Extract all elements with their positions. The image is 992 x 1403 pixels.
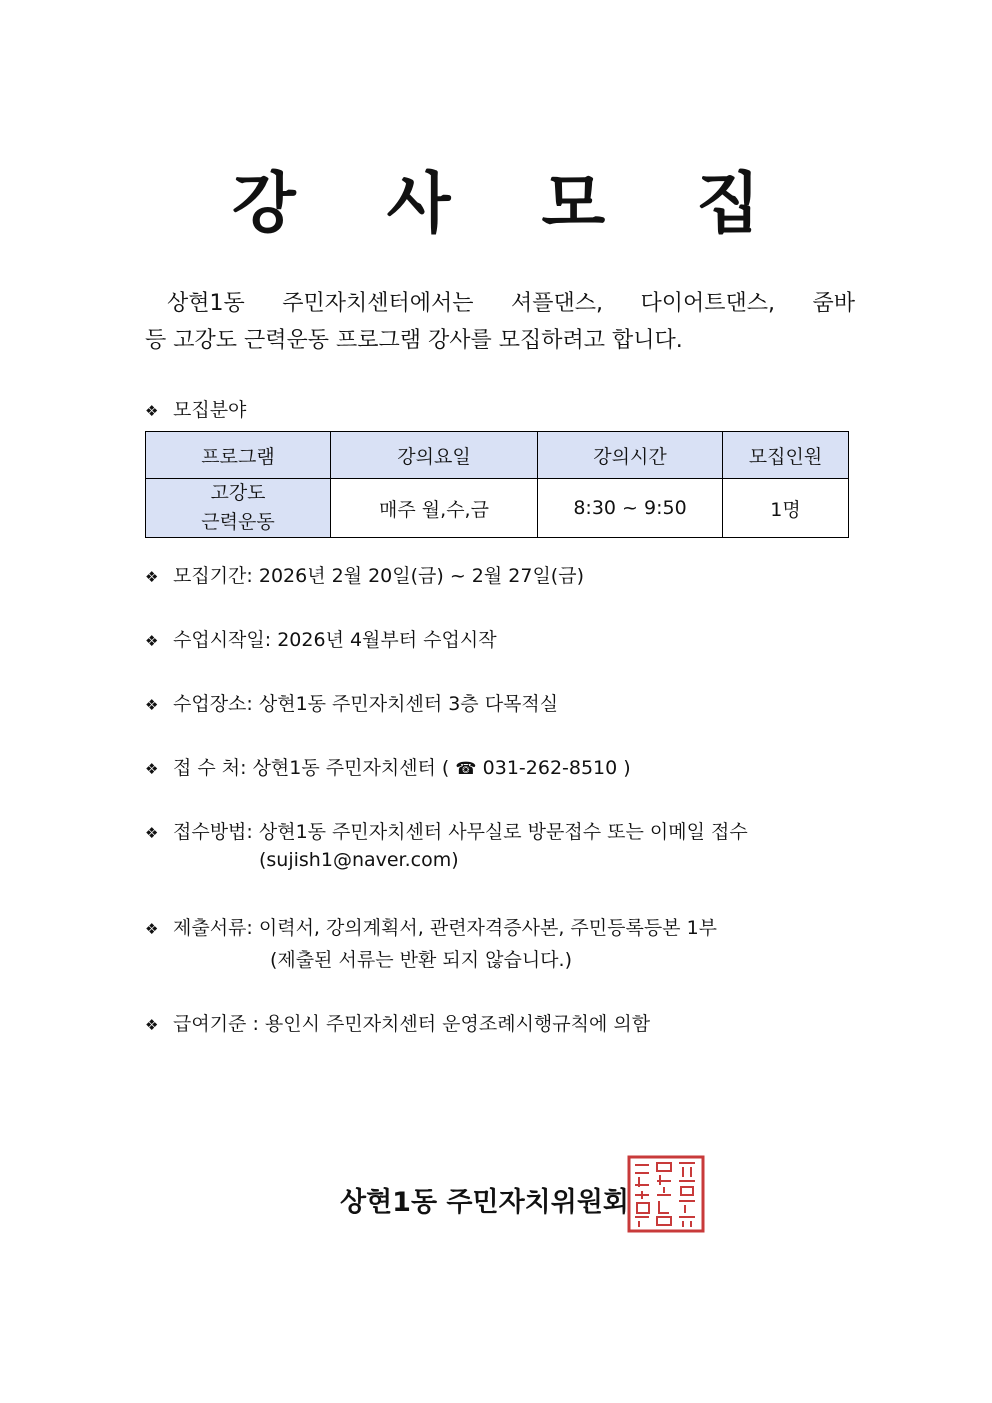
diamond-bullet-icon: ❖ <box>145 568 159 586</box>
table-row <box>146 479 849 538</box>
cell-count: 1명 <box>723 479 849 538</box>
item-documents-text: 제출서류: 이력서, 강의계획서, 관련자격증사본, 주민등록등본 1부 <box>173 917 718 939</box>
intro-line-1: 상현1동 주민자치센터에서는 셔플댄스, 다이어트댄스, 줌바 <box>167 291 855 316</box>
cell-time: 8:30 ~ 9:50 <box>538 479 723 538</box>
official-seal-icon <box>627 1155 705 1233</box>
footer-organization: 상현1동 주민자치위원회 <box>340 1187 630 1218</box>
item-start-text: 수업시작일: 2026년 4월부터 수업시작 <box>173 629 497 651</box>
diamond-bullet-icon: ❖ <box>145 760 159 778</box>
diamond-bullet-icon: ❖ <box>145 402 159 420</box>
item-method-email: (sujish1@naver.com) <box>259 849 459 871</box>
item-reception-phone: 031-262-8510 ) <box>482 757 631 779</box>
header-days: 강의요일 <box>331 432 538 479</box>
intro-paragraph <box>145 285 855 359</box>
item-period-text: 모집기간: 2026년 2월 20일(금) ~ 2월 27일(금) <box>173 565 584 587</box>
item-place <box>145 689 558 716</box>
diamond-bullet-icon: ❖ <box>145 632 159 650</box>
header-program: 프로그램 <box>146 432 331 479</box>
diamond-bullet-icon: ❖ <box>145 824 159 842</box>
item-pay-text: 급여기준 : 용인시 주민자치센터 운영조례시행규칙에 의함 <box>173 1013 651 1035</box>
item-reception-text: 접 수 처: 상현1동 주민자치센터 ( <box>173 757 450 779</box>
item-method <box>145 817 748 844</box>
table-header-row <box>146 432 849 479</box>
item-documents-note: (제출된 서류는 반환 되지 않습니다.) <box>270 949 572 971</box>
cell-program-line-1: 고강도 <box>210 482 266 504</box>
header-time: 강의시간 <box>538 432 723 479</box>
item-place-text: 수업장소: 상현1동 주민자치센터 3층 다목적실 <box>173 693 559 715</box>
item-period <box>145 561 584 588</box>
recruit-table <box>145 431 849 538</box>
field-heading-text: 모집분야 <box>173 399 247 421</box>
intro-line-2: 등 고강도 근력운동 프로그램 강사를 모집하려고 합니다. <box>145 328 683 353</box>
cell-program <box>146 479 331 538</box>
cell-program-line-2: 근력운동 <box>201 511 275 533</box>
diamond-bullet-icon: ❖ <box>145 696 159 714</box>
item-start <box>145 625 497 652</box>
item-method-text: 접수방법: 상현1동 주민자치센터 사무실로 방문접수 또는 이메일 접수 <box>173 821 748 843</box>
item-documents <box>145 913 717 940</box>
diamond-bullet-icon: ❖ <box>145 920 159 938</box>
item-pay <box>145 1009 650 1036</box>
cell-days: 매주 월,수,금 <box>331 479 538 538</box>
header-count: 모집인원 <box>723 432 849 479</box>
diamond-bullet-icon: ❖ <box>145 1016 159 1034</box>
phone-icon: ☎ <box>455 759 477 779</box>
page-title: 강 사 모 집 <box>232 165 794 242</box>
field-heading <box>145 395 246 422</box>
item-reception <box>145 753 631 780</box>
